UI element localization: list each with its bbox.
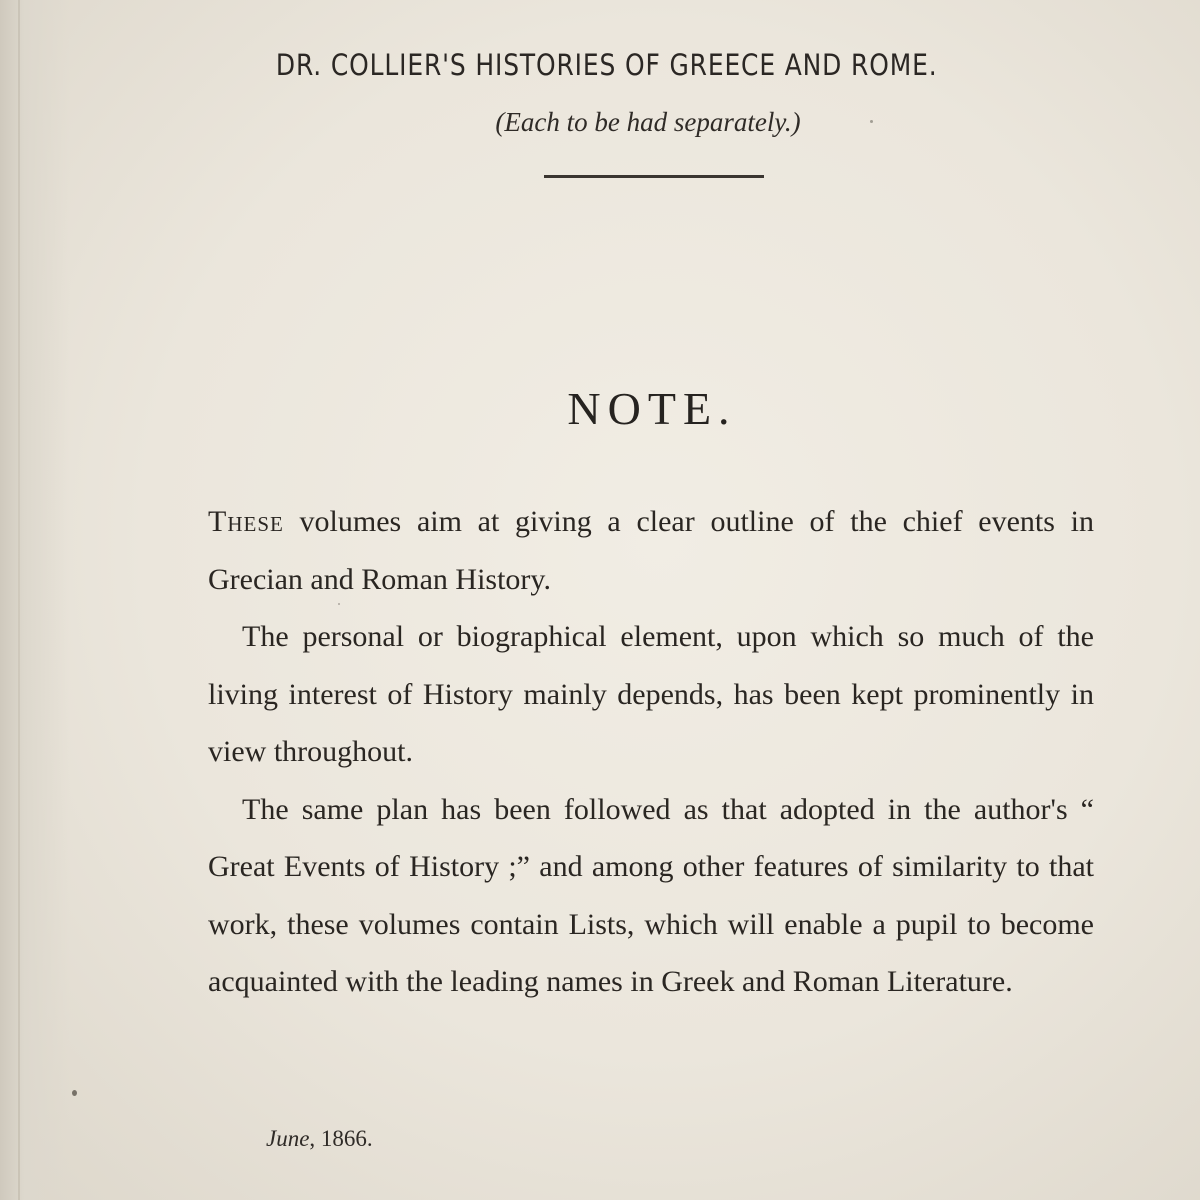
subhead: (Each to be had separately.) [495,107,801,137]
date-month: June [266,1126,310,1151]
paragraph-1-lead: These [208,505,284,538]
paragraph-3: The same plan has been followed as that adopted in the author's “ Great Events of History ;” and among other features of similarity to that work, these volumes contain Lists, which will enable a pupil to become acquainted with the leading names in Greek and Roman Literature. [208,792,1094,998]
paper-speck [72,1090,77,1096]
date-year: , 1866. [309,1126,373,1151]
paragraph-2: The personal or biographical element, upon which so much of the living interest of History mainly depends, has been kept prominently in view throughout. [208,620,1094,768]
divider-rule [544,175,764,178]
date-line [266,1126,373,1152]
page-title: NOTE. [567,383,737,434]
note-body [208,493,1094,1011]
paragraph-1-text: volumes aim at giving a clear outline of the chief events in Grecian and Roman History. [208,505,1094,596]
running-head: DR. COLLIER'S HISTORIES OF GREECE AND ROME. [275,48,938,82]
paragraph-1 [208,493,1094,608]
paper-speck [870,120,873,123]
page-gutter-shadow [0,0,70,1200]
page-gutter-edge [18,0,20,1200]
paper-speck [338,603,340,605]
